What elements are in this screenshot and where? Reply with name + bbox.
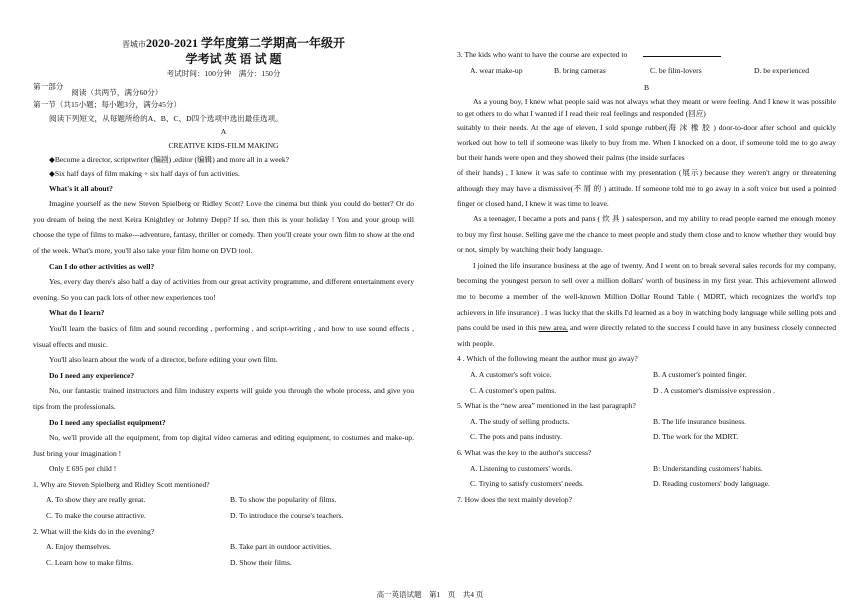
passage-b-letter: B (643, 83, 650, 93)
question-1-stem: 1. Why are Steven Spielberg and Ridley Scott mentioned? (33, 479, 210, 489)
exam-info: 考试时间：100分钟 满分：150分 (166, 69, 281, 78)
section1-heading: 第一节（共15小题；每小题3分，满分45分） (33, 100, 182, 109)
question-1-option-a[interactable]: A. To show they are really great. (46, 495, 146, 505)
passage-a-paragraph-2: Yes, every day there's also half a day of activities from our great activity programme, and different entertainment every evening. So you can pack lots of other new experiences too! (33, 277, 414, 302)
right-column (457, 47, 836, 507)
page-footer: 高一英语试题 第1 页 共4 页 (376, 590, 484, 599)
part1-label: 第一部分 (33, 82, 64, 91)
question-3-text: 3. The kids who want to have the course are expected to (457, 50, 628, 59)
question-6-option-b[interactable]: B: Understanding customers' habits. (653, 463, 763, 473)
question-2-options-row-2 (33, 555, 414, 571)
question-5-option-a[interactable]: A. The study of selling products. (470, 416, 570, 426)
title-main: 2020-2021 学年度第二学期高一年级开 (146, 36, 345, 50)
question-3-options (457, 63, 836, 79)
question-5-options-row-1 (457, 414, 836, 430)
passage-a-paragraph-5: No, our fantastic trained instructors and film industry experts will guide you through the whole process, and give you tips from the professionals. (33, 386, 414, 411)
question-2-stem: 2. What will the kids do in the evening? (33, 526, 155, 536)
passage-b-paragraph-3: of their hands) , I knew it was safe to continue with my presentation (展示) because they weren't angry or threatening although they may have a dismissive(不 屑 的 ) attitude. If someone told me to go away in a soft voice but used a pointed finger or closed hand, I knew it was time to leave. (457, 168, 836, 208)
passage-a-heading-4: Do I need any experience? (49, 370, 135, 380)
passage-a-title: CREATIVE KIDS-FILM MAKING (168, 140, 279, 150)
passage-b-paragraph-1: As a young boy, I knew what people said was not always what they meant or were feeling. And I knew it was possible to get others to do what I wanted if I read their real feelings and responded (回应) (457, 96, 836, 118)
question-2-option-c[interactable]: C. Learn how to make films. (46, 557, 134, 567)
question-5-option-d[interactable]: D. The work for the MDRT. (653, 432, 739, 442)
question-3-option-c[interactable]: C. be film-lovers (650, 65, 702, 75)
question-1-options-row-2 (33, 508, 414, 524)
title-prefix: 晋城市 (122, 40, 146, 49)
passage-a-paragraph-3: You'll learn the basics of film and sound recording , performing , and script-writing , and how to use sound effects , visual effects and music. (33, 323, 414, 349)
question-3-option-a[interactable]: A. wear make-up (470, 65, 523, 75)
question-2-option-d[interactable]: D. Show their films. (230, 557, 292, 567)
passage-b-paragraph-4: As a teenager, I became a pots and pans ( 炊 具 ) salesperson, and my ability to read people earned me enough money to buy my first house. Selling gave me the chance to meet people and study them close and to know whether they would buy or not, simply by watching their body language. (457, 214, 836, 255)
question-2-options-row-1 (33, 539, 414, 555)
passage-a-bullet-1: ◆Become a director, scriptwriter (编剧) ,editor (编辑) and more all in a week? (49, 154, 290, 164)
section1-instruction: 阅读下列短文，从每题所给的A、B、C、D四个选项中选出最佳选项。 (49, 113, 283, 123)
question-4-options-row-1 (457, 367, 836, 383)
left-column (33, 36, 414, 570)
passage-b-paragraph-5 (457, 258, 836, 352)
question-6-stem: 6. What was the key to the author's success? (457, 447, 592, 457)
question-6-option-a[interactable]: A. Listening to customers' words. (470, 463, 573, 473)
passage-b-paragraph-2: suitably to their needs. At the age of eleven, I sold sponge rubber(海 沫 橡 胶 ) door-to-door after school and quickly worked out how to tell if someone was likely to buy from me. When I knocked on a door, if someone told me to go away but their hands were open and they showed their palms (the inside surfaces (457, 122, 836, 163)
passage-a-bullet-2: ◆Six half days of film making + six half days of fun activities. (49, 168, 240, 178)
passage-a-heading-2: Can I do other activities as well? (49, 261, 155, 271)
passage-a-letter: A (220, 126, 227, 136)
question-2-option-b[interactable]: B. Take part in outdoor activities. (230, 542, 332, 552)
question-5-stem: 5. What is the “new area” mentioned in the last paragraph? (457, 401, 636, 411)
question-5-options-row-2 (457, 429, 836, 445)
passage-a-price: Only £ 695 per child ! (49, 464, 117, 474)
question-7-stem: 7. How does the text mainly develop? (457, 494, 572, 504)
new-area-underlined: new area, (538, 323, 568, 333)
question-1-option-b[interactable]: B. To show the popularity of films. (230, 495, 337, 505)
answer-blank (643, 49, 721, 57)
passage-b-paragraph-5-end: and were directly related to the success I could have in any business closely connected with people. (457, 323, 837, 348)
passage-a-heading-5: Do I need any specialist equipment? (49, 417, 166, 427)
question-3-option-b[interactable]: B. bring cameras (554, 65, 606, 75)
passage-a-heading-1: What's it all about? (49, 183, 113, 193)
part1-header (33, 80, 414, 97)
question-6-option-d[interactable]: D. Reading customers' body language. (653, 479, 770, 489)
passage-a-paragraph-1: Imagine yourself as the new Steven Spielberg or Ridley Scott? Love the cinema but think you could do better? Or do you dream of being the next Keira Knightley or Johnny Depp? If so, then this is your holiday ! You and your group will choose the type of films to make---adventure, fantasy, thriller or comedy. Then you'll create your own film to show at the end of the week. What's more, you'll also take your film home on DVD tool. (33, 199, 414, 255)
question-4-option-b[interactable]: B. A customer's pointed finger. (653, 369, 747, 379)
question-4-option-a[interactable]: A. A customer's soft voice. (470, 369, 552, 379)
question-6-options-row-1 (457, 461, 836, 477)
question-3-option-d[interactable]: D. be experienced (754, 65, 810, 75)
question-1-option-c[interactable]: C. To make the course attractive. (46, 511, 146, 521)
question-5-option-c[interactable]: C. The pots and pans industry. (470, 432, 562, 442)
passage-a-paragraph-4: You'll also learn about the work of a director, before editing your own film. (49, 355, 278, 365)
question-1-option-d[interactable]: D. To introduce the course's teachers. (230, 511, 344, 521)
passage-a-heading-3: What do I learn? (49, 308, 105, 318)
part1-desc: 阅读（共两节，满分60分） (71, 88, 163, 97)
question-4-option-c[interactable]: C. A customer's open palms. (470, 385, 557, 395)
exam-title (33, 36, 414, 52)
question-4-options-row-2 (457, 383, 836, 399)
question-6-option-c[interactable]: C. Trying to satisfy customers' needs. (470, 479, 584, 489)
question-3-stem (457, 47, 836, 63)
question-1-options-row-1 (33, 492, 414, 508)
question-5-option-b[interactable]: B. The life insurance business. (653, 416, 747, 426)
passage-b-paragraph-5-text: I joined the life insurance business at the age of twenty. And I went on to break several sales records for my company, becoming the youngest person to sell over a million dollars' worth of business in my first year. This achievement allowed me to become a member of the well-known Million Dollar Round Table ( MDRT, which recognizes the world's top achievers in life insurance) . I was lucky that the skills I'd learned as a boy in watching body language while selling pots and pans could be used in this (457, 260, 836, 333)
question-4-option-d[interactable]: D . A customer's dismissive expression . (653, 385, 776, 395)
passage-a-paragraph-6: No, we'll provide all the equipment, from top digital video cameras and editing equipment, to costumes and make-up. Just bring your imagination ! (33, 433, 414, 458)
question-2-option-a[interactable]: A. Enjoy themselves. (46, 542, 111, 552)
exam-title-line2: 学考试 英 语 试 题 (185, 52, 282, 66)
question-6-options-row-2 (457, 476, 836, 492)
question-4-stem: 4 . Which of the following meant the author must go away? (457, 354, 638, 364)
